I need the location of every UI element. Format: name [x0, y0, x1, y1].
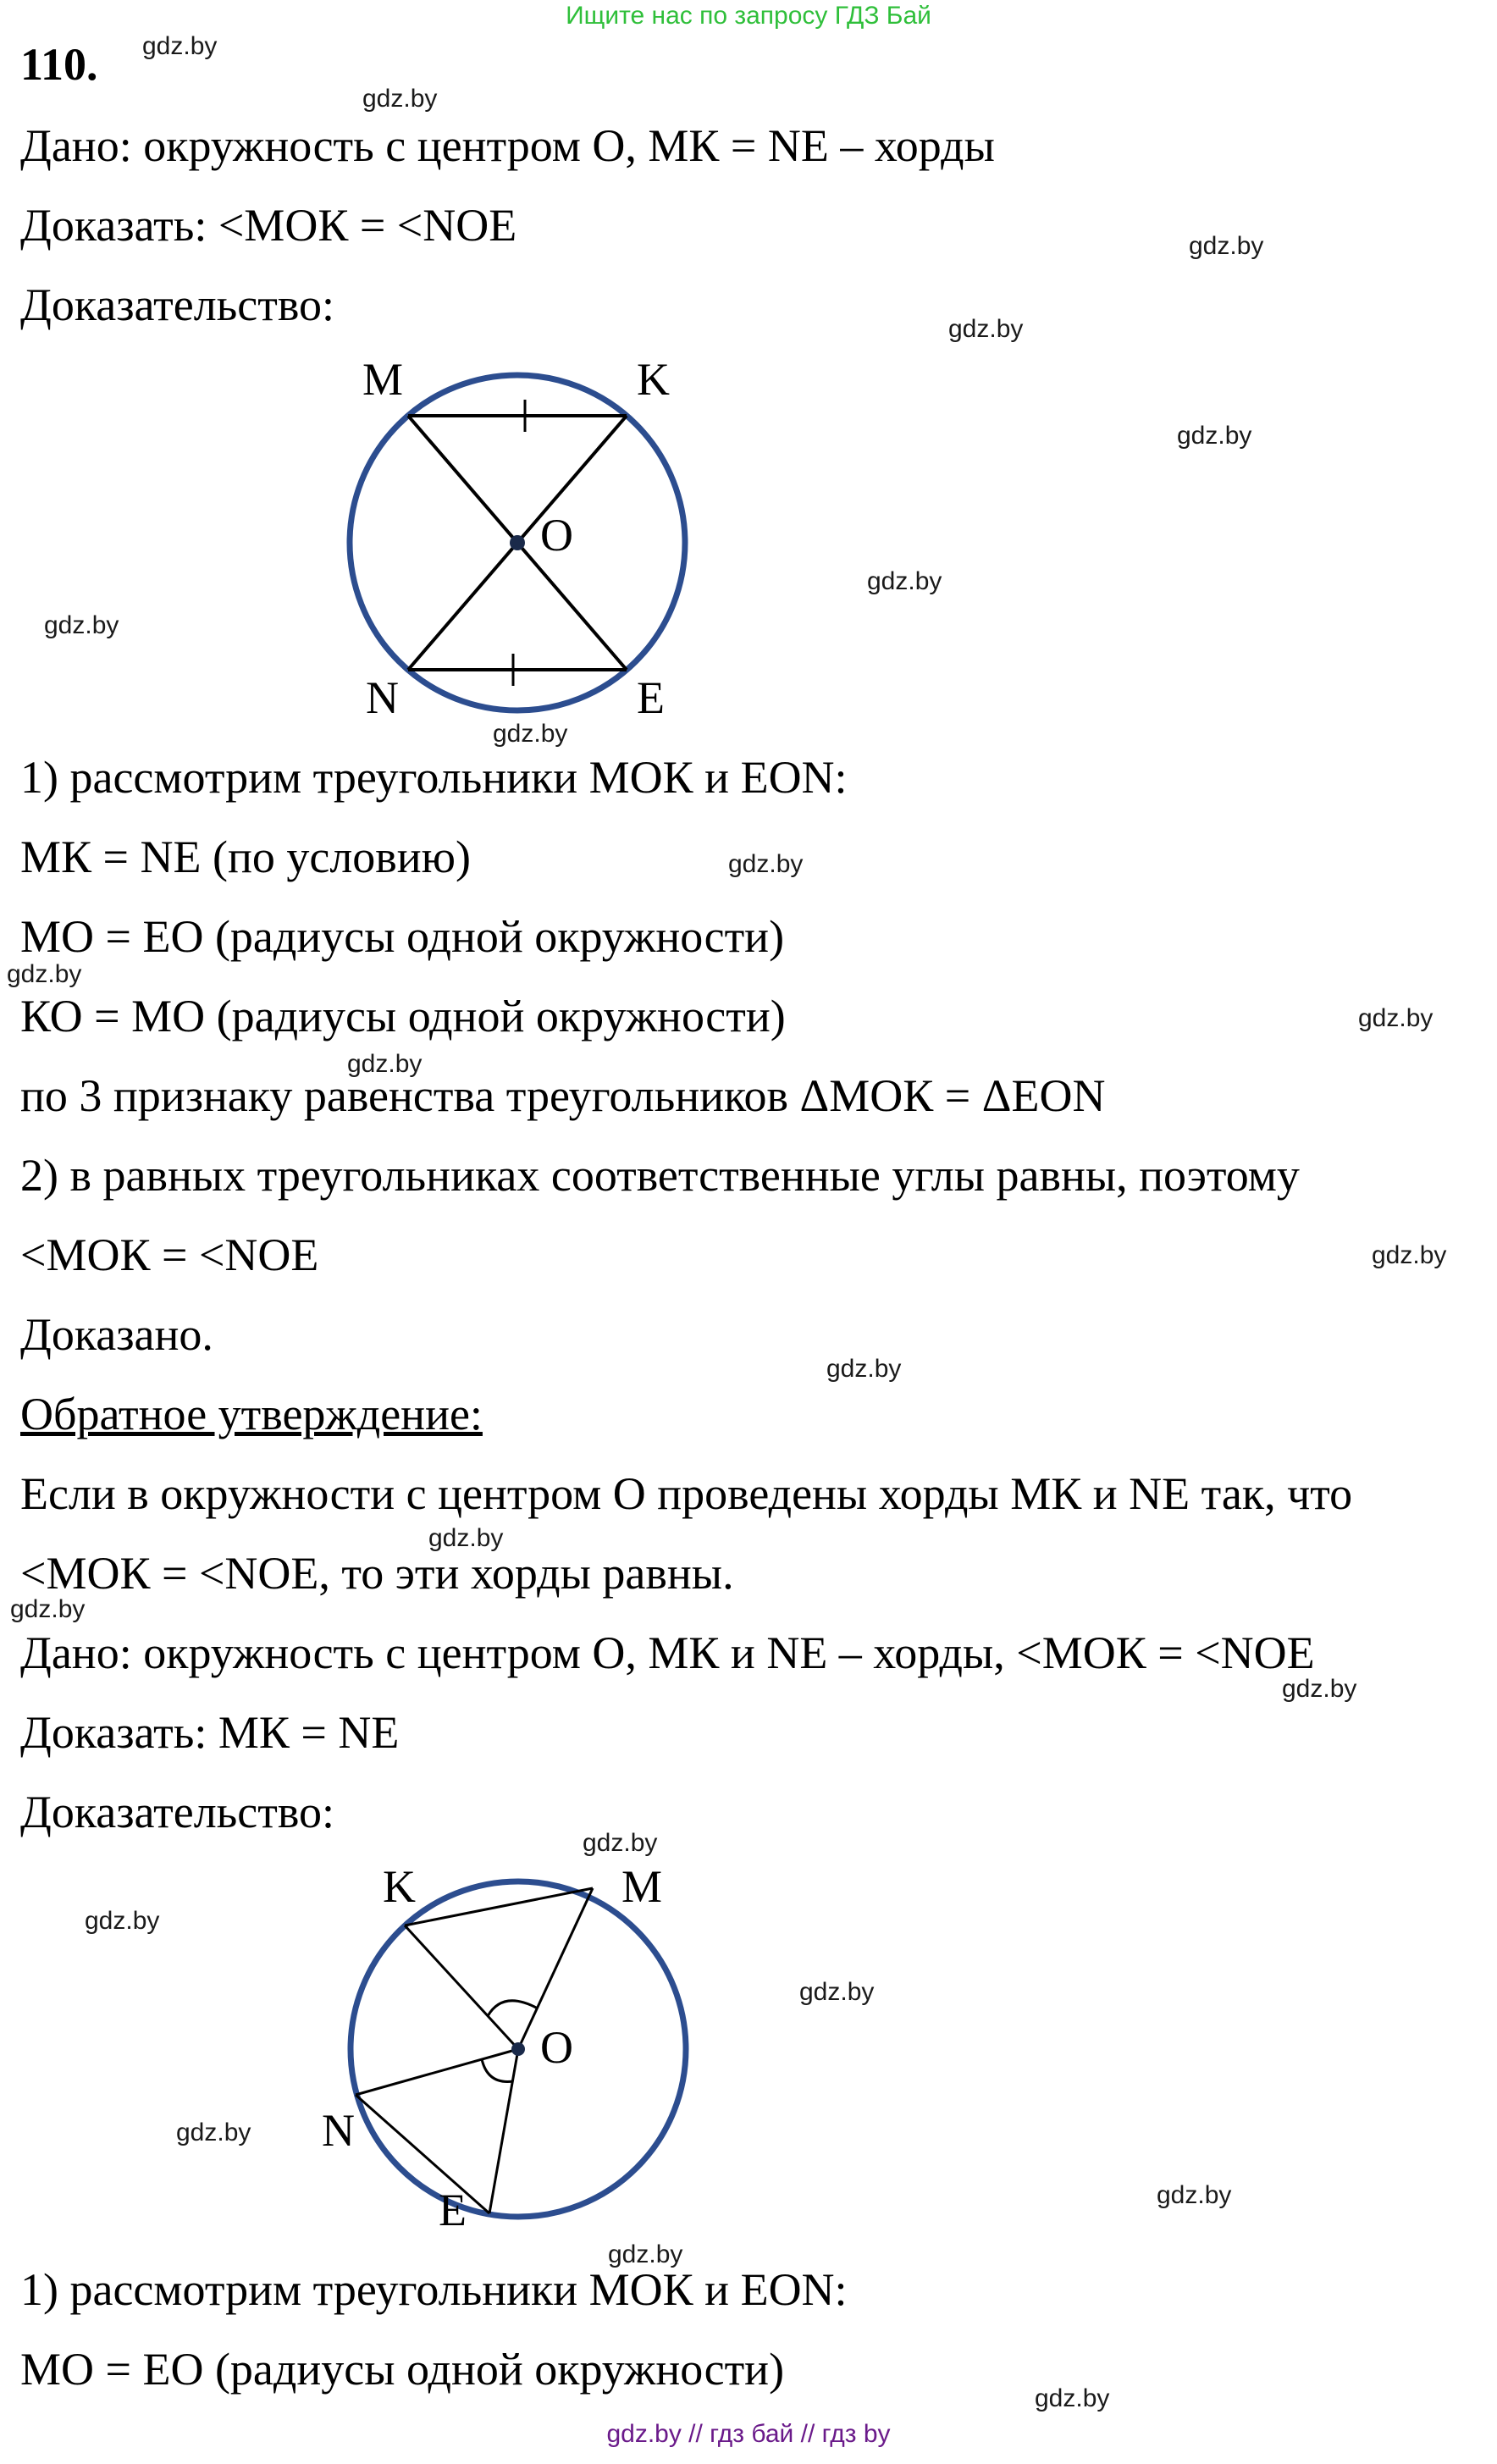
- radius-ok: [405, 1925, 518, 2049]
- label-m: M: [362, 354, 404, 405]
- angle-arc-mok: [488, 2001, 538, 2016]
- label-m: M: [621, 1861, 663, 1912]
- step-1-line: 1) рассмотрим треугольники МОК и EON:: [20, 2264, 848, 2315]
- watermark: gdz.by: [948, 315, 1024, 343]
- label-e: E: [637, 672, 665, 723]
- watermark: gdz.by: [428, 1524, 504, 1552]
- watermark: gdz.by: [44, 611, 119, 639]
- center-point: [510, 535, 525, 550]
- task-number: 110.: [20, 39, 98, 90]
- given-line: Дано: окружность с центром О, МК = NE – хорды: [20, 120, 995, 171]
- proof-heading: Доказательство:: [20, 279, 334, 330]
- figure-2-circle-diagram: [322, 1863, 711, 2235]
- watermark: gdz.by: [1157, 2181, 1232, 2209]
- chord-ne: [356, 2095, 489, 2213]
- step-2-line: 2) в равных треугольниках соответственные углы равны, поэтому: [20, 1150, 1300, 1201]
- label-k: K: [383, 1861, 416, 1912]
- watermark: gdz.by: [493, 720, 568, 748]
- watermark: gdz.by: [1372, 1241, 1447, 1269]
- equality-line: КО = МО (радиусы одной окружности): [20, 991, 786, 1041]
- watermark: gdz.by: [1189, 232, 1264, 260]
- equality-line: МО = ЕО (радиусы одной окружности): [20, 2344, 785, 2395]
- label-e: E: [439, 2185, 467, 2235]
- watermark: gdz.by: [826, 1355, 902, 1383]
- conclusion-line: <МОК = <NOE: [20, 1229, 319, 1280]
- top-banner: Ищите нас по запросу ГДЗ Бай: [566, 2, 931, 30]
- watermark: gdz.by: [85, 1907, 160, 1935]
- watermark: gdz.by: [362, 85, 438, 113]
- equality-line: МК = NE (по условию): [20, 831, 471, 882]
- radius-oe: [489, 2049, 518, 2213]
- watermark: gdz.by: [799, 1978, 875, 2006]
- equality-line: МО = ЕО (радиусы одной окружности): [20, 911, 785, 962]
- converse-statement-line: Если в окружности с центром О проведены хорды МК и NE так, что: [20, 1468, 1353, 1519]
- radius-on: [356, 2049, 518, 2095]
- prove-line: Доказать: МК = NE: [20, 1707, 400, 1758]
- bottom-banner: gdz.by // гдз бай // гдз by: [606, 2420, 891, 2448]
- label-n: N: [366, 672, 399, 723]
- converse-heading: Обратное утверждение:: [20, 1389, 483, 1439]
- watermark: gdz.by: [7, 960, 82, 988]
- watermark: gdz.by: [10, 1595, 86, 1623]
- proved-line: Доказано.: [20, 1309, 213, 1360]
- center-point: [511, 2042, 525, 2056]
- criterion-line: по 3 признаку равенства треугольников ΔМОК = ΔEON: [20, 1070, 1106, 1121]
- label-n: N: [322, 2105, 355, 2156]
- angle-arc-noe: [482, 2059, 513, 2081]
- watermark: gdz.by: [728, 850, 804, 878]
- given-line: Дано: окружность с центром О, МК и NE – хорды, <МОК = <NOE: [20, 1627, 1315, 1678]
- watermark: gdz.by: [583, 1829, 658, 1857]
- watermark: gdz.by: [142, 32, 218, 60]
- watermark: gdz.by: [347, 1050, 423, 1078]
- label-o: O: [540, 2022, 573, 2073]
- watermark: gdz.by: [1035, 2384, 1110, 2412]
- watermark: gdz.by: [867, 567, 942, 595]
- watermark: gdz.by: [1177, 422, 1252, 450]
- watermark: gdz.by: [1282, 1675, 1357, 1703]
- label-k: K: [637, 354, 670, 405]
- watermark: gdz.by: [1358, 1004, 1433, 1032]
- watermark: gdz.by: [176, 2119, 251, 2146]
- prove-line: Доказать: <МОК = <NOE: [20, 200, 517, 251]
- label-o: O: [540, 510, 573, 561]
- proof-heading: Доказательство:: [20, 1787, 334, 1837]
- step-1-line: 1) рассмотрим треугольники МОК и EON:: [20, 752, 848, 803]
- watermark: gdz.by: [608, 2240, 683, 2268]
- converse-statement-line: <МОК = <NOE, то эти хорды равны.: [20, 1548, 734, 1599]
